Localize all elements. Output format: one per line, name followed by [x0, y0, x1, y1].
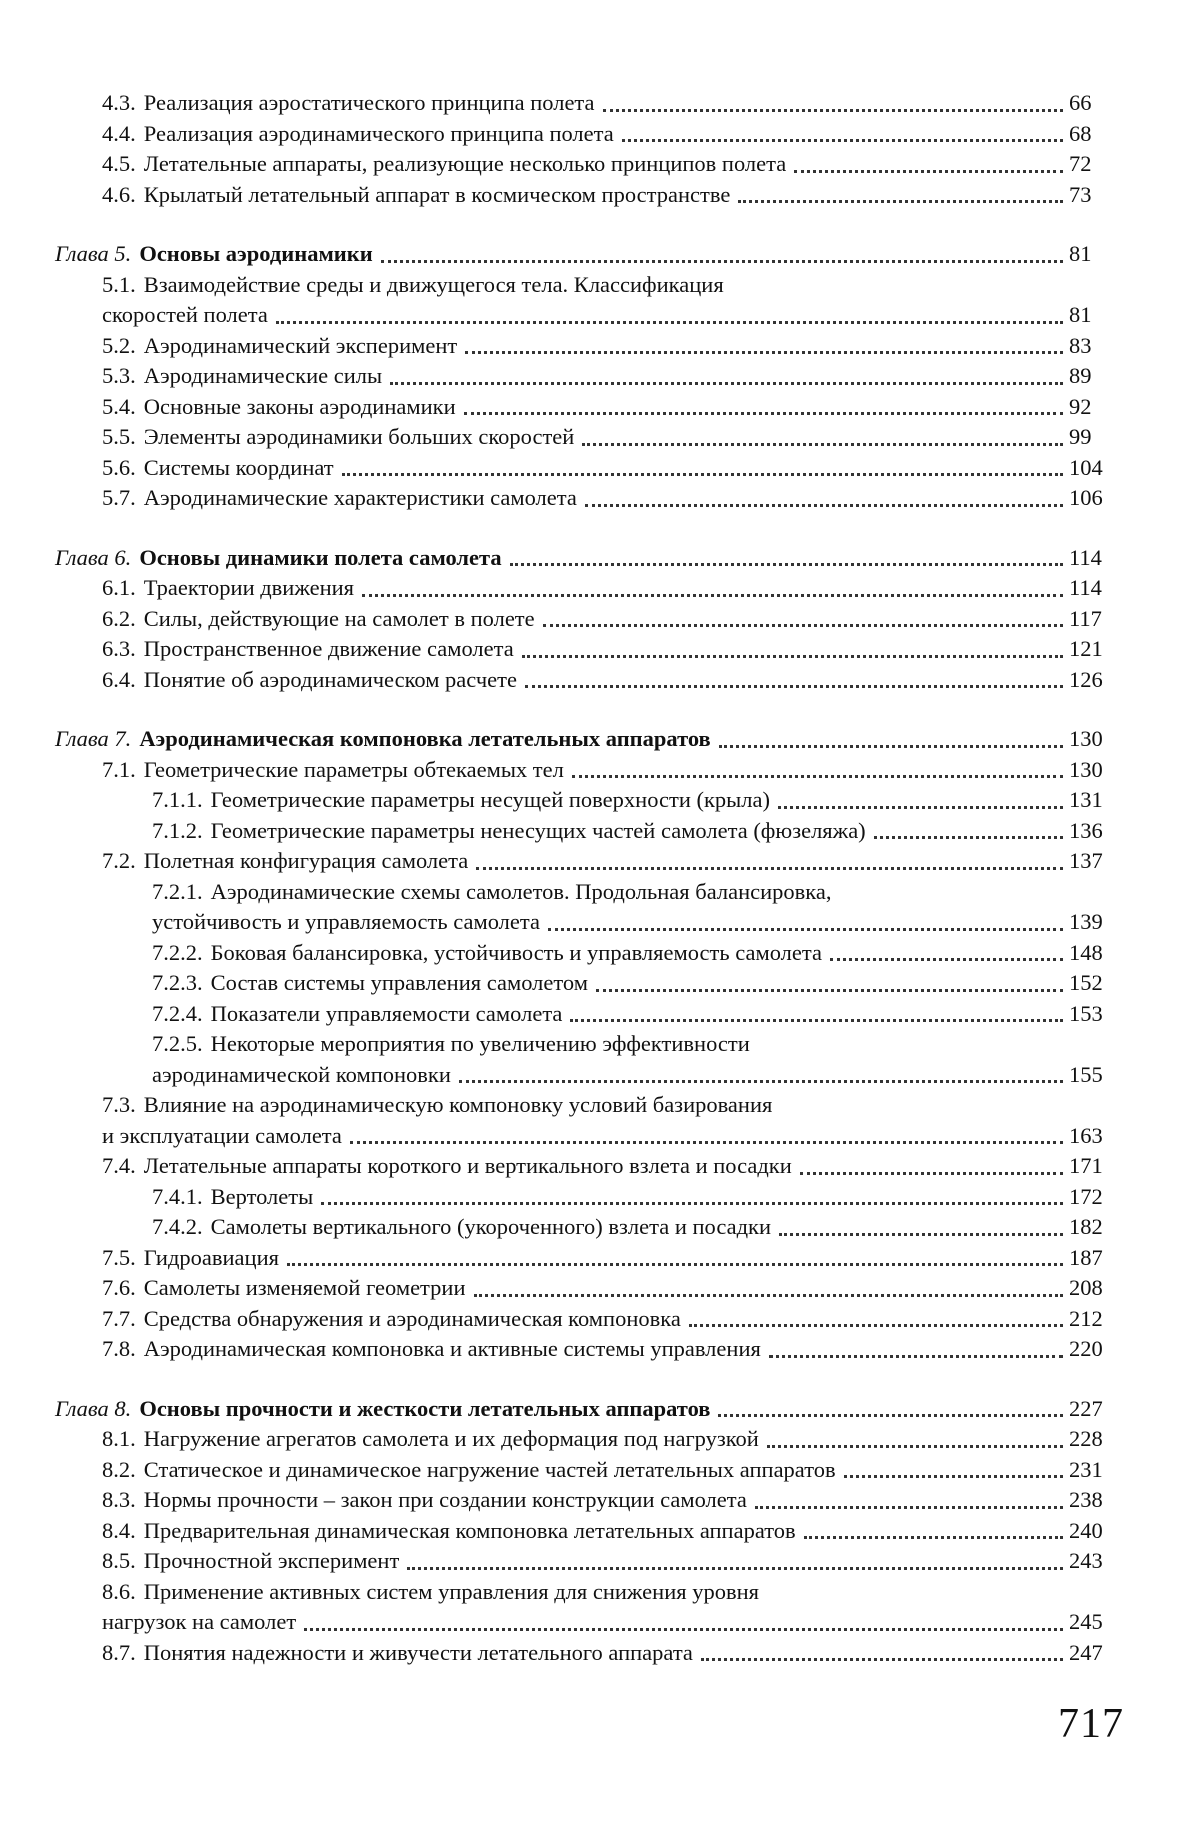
toc-entry-row	[55, 119, 1115, 150]
section-number: 8.1.	[102, 1426, 136, 1451]
section-number: 8.5.	[102, 1548, 136, 1573]
toc-entry-row	[55, 1334, 1115, 1365]
page-ref: 130	[1069, 756, 1103, 782]
toc-entry-continuation	[55, 1060, 1115, 1091]
toc-entry-title	[102, 422, 574, 453]
page-ref: 220	[1069, 1336, 1103, 1361]
section-number: 5.6.	[102, 454, 136, 480]
section-title: Нагружение агрегатов самолета и их деформация под нагрузкой	[143, 1426, 759, 1451]
section-number: 5.1.	[102, 271, 136, 297]
toc-entry-title	[102, 483, 577, 514]
page-ref: 245	[1069, 1609, 1103, 1634]
toc-entry-row	[55, 999, 1115, 1030]
dot-leader	[779, 1233, 1063, 1236]
page-ref: 247	[1069, 1639, 1103, 1665]
toc-entry-title	[102, 453, 334, 484]
section-title: Боковая балансировка, устойчивость и управляемость самолета	[210, 939, 822, 965]
dot-leader	[622, 139, 1063, 142]
section-title: Некоторые мероприятия по увеличению эффективности	[210, 1031, 750, 1056]
dot-leader	[755, 1506, 1063, 1509]
chapter-title: Основы аэродинамики	[139, 241, 373, 266]
page-ref: 66	[1069, 90, 1092, 115]
section-title-continuation: аэродинамической компоновки	[152, 1061, 451, 1087]
section-title: Прочностной эксперимент	[143, 1548, 400, 1573]
page-ref: 126	[1069, 666, 1103, 692]
toc-entry-title	[102, 1516, 796, 1547]
toc-entry-row	[55, 1546, 1115, 1577]
toc-entry-row	[55, 1516, 1115, 1547]
dot-leader	[769, 1355, 1063, 1358]
section-number: 7.1.1.	[152, 787, 203, 812]
page-ref: 163	[1069, 1122, 1103, 1148]
page-ref: 131	[1069, 787, 1103, 812]
page-number: 717	[1058, 1701, 1124, 1747]
dot-leader	[719, 745, 1063, 748]
toc-entry-title	[55, 724, 711, 755]
section-number: 6.4.	[102, 666, 136, 692]
section-title: Состав системы управления самолетом	[210, 970, 588, 995]
dot-leader	[342, 473, 1063, 476]
dot-leader	[464, 412, 1063, 415]
dot-leader	[874, 836, 1063, 839]
section-title: Статическое и динамическое нагружение частей летательных аппаратов	[143, 1456, 836, 1482]
page-ref: 92	[1069, 393, 1092, 419]
section-title: Самолеты изменяемой геометрии	[143, 1275, 466, 1300]
section-title: Вертолеты	[210, 1183, 314, 1209]
toc-entry-row	[55, 361, 1115, 392]
toc-entry-row	[55, 1577, 1115, 1608]
toc-entry-row	[55, 422, 1115, 453]
toc-entry-continuation	[55, 300, 1115, 331]
section-number: 7.2.3.	[152, 970, 203, 995]
dot-leader	[778, 806, 1063, 809]
dot-leader	[844, 1475, 1063, 1478]
section-title: Крылатый летательный аппарат в космическом пространстве	[143, 181, 731, 207]
section-title-continuation: и эксплуатации самолета	[102, 1122, 342, 1148]
dot-leader	[390, 382, 1063, 385]
toc-entry-title	[102, 119, 614, 150]
toc-entry-row	[55, 392, 1115, 423]
page-ref: 83	[1069, 332, 1092, 358]
page-ref: 99	[1069, 424, 1092, 449]
toc-entry-row	[55, 1151, 1115, 1182]
page-ref: 81	[1069, 241, 1092, 266]
toc-entry-title	[102, 1424, 759, 1455]
toc-entry-title	[152, 785, 770, 816]
dot-leader	[362, 594, 1063, 597]
toc-entry-row	[55, 877, 1115, 908]
page-ref: 130	[1069, 726, 1103, 751]
toc-entry-title	[102, 180, 730, 211]
toc-entry-row	[55, 1424, 1115, 1455]
page-ref: 231	[1069, 1456, 1103, 1482]
toc-entry-title	[102, 331, 457, 362]
toc-entry-title	[102, 392, 456, 423]
toc-entry-title	[152, 1029, 750, 1060]
dot-leader	[596, 989, 1063, 992]
section-title: Пространственное движение самолета	[143, 636, 514, 661]
page-ref: 68	[1069, 120, 1092, 146]
toc-entry-title	[102, 573, 354, 604]
section-title: Аэродинамические характеристики самолета	[143, 485, 577, 510]
toc-entry-row	[55, 785, 1115, 816]
dot-leader	[582, 443, 1063, 446]
dot-leader	[767, 1445, 1063, 1448]
section-title: Аэродинамическая компоновка и активные системы управления	[143, 1336, 761, 1361]
section-number: 6.3.	[102, 636, 136, 661]
toc-entry-row	[55, 573, 1115, 604]
dot-leader	[718, 1414, 1063, 1417]
toc-entry-row	[55, 755, 1115, 786]
toc-entry-title	[102, 634, 514, 665]
page-ref: 73	[1069, 181, 1092, 207]
section-title: Траектории движения	[143, 575, 355, 600]
section-number: 7.4.	[102, 1153, 136, 1178]
section-title-continuation: устойчивость и управляемость самолета	[152, 909, 540, 934]
toc-entry-row	[55, 1090, 1115, 1121]
toc-entry-row	[55, 1455, 1115, 1486]
dot-leader	[800, 1172, 1063, 1175]
dot-leader	[570, 1019, 1063, 1022]
section-title: Предварительная динамическая компоновка летательных аппаратов	[143, 1517, 796, 1543]
section-title: Системы координат	[143, 454, 334, 480]
dot-leader	[701, 1658, 1063, 1661]
section-title: Реализация аэродинамического принципа полета	[143, 120, 614, 146]
toc-entry-title	[55, 543, 502, 574]
chapter-label: Глава 8.	[55, 1395, 132, 1421]
section-number: 4.6.	[102, 181, 136, 207]
toc-entry-title	[55, 239, 373, 270]
dot-leader	[276, 321, 1063, 324]
section-title: Понятия надежности и живучести летательного аппарата	[143, 1639, 693, 1665]
section-title: Влияние на аэродинамическую компоновку условий базирования	[143, 1092, 773, 1117]
toc-entry-row	[55, 665, 1115, 696]
section-number: 7.4.2.	[152, 1214, 203, 1239]
toc-entry-row	[55, 270, 1115, 301]
page-ref: 212	[1069, 1305, 1103, 1331]
dot-leader	[603, 109, 1063, 112]
section-number: 5.5.	[102, 424, 136, 449]
section-number: 7.2.5.	[152, 1031, 203, 1056]
section-title: Элементы аэродинамики больших скоростей	[143, 424, 575, 449]
section-number: 7.2.	[102, 848, 136, 873]
chapter-label: Глава 5.	[55, 241, 132, 266]
dot-leader	[794, 170, 1063, 173]
toc-entry-row	[55, 453, 1115, 484]
dot-leader	[543, 624, 1063, 627]
dot-leader	[474, 1294, 1064, 1297]
page-ref: 153	[1069, 1000, 1103, 1026]
page-ref: 117	[1069, 605, 1102, 631]
dot-leader	[804, 1536, 1063, 1539]
page-ref: 228	[1069, 1426, 1103, 1451]
toc-entry-title	[152, 1182, 313, 1213]
dot-leader	[381, 260, 1063, 263]
section-title: Средства обнаружения и аэродинамическая компоновка	[143, 1305, 681, 1331]
page-ref: 72	[1069, 151, 1092, 176]
toc-entry-row	[55, 968, 1115, 999]
toc-entry-title	[102, 1273, 466, 1304]
dot-leader	[287, 1263, 1063, 1266]
section-number: 7.7.	[102, 1305, 136, 1331]
toc-entry-title	[102, 1485, 747, 1516]
toc-entry-title	[102, 1455, 836, 1486]
section-title-continuation: скоростей полета	[102, 302, 268, 327]
section-title: Понятие об аэродинамическом расчете	[143, 666, 517, 692]
toc-chapter-row	[55, 724, 1115, 755]
section-number: 7.1.	[102, 756, 136, 782]
section-number: 6.2.	[102, 605, 136, 631]
section-title: Гидроавиация	[143, 1244, 279, 1270]
toc-entry-row	[55, 1304, 1115, 1335]
toc-chapter-row	[55, 1394, 1115, 1425]
chapter-label: Глава 7.	[55, 726, 132, 751]
dot-leader	[522, 655, 1063, 658]
toc-entry-title	[102, 1243, 279, 1274]
section-number: 8.4.	[102, 1517, 136, 1543]
toc-entry-title	[102, 1638, 693, 1669]
page-ref: 238	[1069, 1487, 1103, 1512]
toc-entry-row	[55, 180, 1115, 211]
dot-leader	[304, 1628, 1063, 1631]
page-ref: 172	[1069, 1183, 1103, 1209]
toc-entry-title	[102, 755, 564, 786]
section-number: 7.6.	[102, 1275, 136, 1300]
toc-entry-row	[55, 1485, 1115, 1516]
section-number: 8.6.	[102, 1578, 136, 1604]
toc-entry-row	[55, 634, 1115, 665]
section-title-continuation: нагрузок на самолет	[102, 1609, 297, 1634]
toc-entry-title	[102, 1151, 792, 1182]
section-title: Геометрические параметры несущей поверхности (крыла)	[210, 787, 770, 812]
section-number: 8.2.	[102, 1456, 136, 1482]
section-number: 7.1.2.	[152, 817, 203, 843]
toc-entry-title	[152, 877, 832, 908]
section-title: Аэродинамические силы	[143, 363, 383, 388]
page-ref: 171	[1069, 1153, 1103, 1178]
toc-entry-row	[55, 483, 1115, 514]
toc-entry-title	[102, 361, 382, 392]
page-ref: 114	[1069, 575, 1102, 600]
dot-leader	[350, 1141, 1063, 1144]
toc-chapter-row	[55, 239, 1115, 270]
toc-entry-title	[102, 1090, 772, 1121]
toc-entry-title	[102, 846, 468, 877]
page-ref: 136	[1069, 817, 1103, 843]
page-ref: 155	[1069, 1061, 1103, 1087]
dot-leader	[738, 200, 1063, 203]
section-number: 7.5.	[102, 1244, 136, 1270]
chapter-label: Глава 6.	[55, 544, 132, 570]
section-title: Аэродинамические схемы самолетов. Продольная балансировка,	[210, 878, 832, 904]
page-ref: 81	[1069, 302, 1092, 327]
section-title: Аэродинамический эксперимент	[143, 332, 458, 358]
toc-entry-title	[55, 1394, 710, 1425]
page-ref: 89	[1069, 363, 1092, 388]
section-title: Летательные аппараты короткого и вертикального взлета и посадки	[143, 1153, 792, 1178]
dot-leader	[321, 1202, 1063, 1205]
toc-entry-row	[55, 149, 1115, 180]
section-title: Геометрические параметры ненесущих частей самолета (фюзеляжа)	[210, 817, 866, 843]
dot-leader	[465, 351, 1063, 354]
section-number: 5.7.	[102, 485, 136, 510]
table-of-contents	[55, 88, 1115, 1668]
section-title: Показатели управляемости самолета	[210, 1000, 563, 1026]
section-number: 5.3.	[102, 363, 136, 388]
toc-entry-row	[55, 1243, 1115, 1274]
toc-entry-title	[152, 816, 866, 847]
toc-entry-title	[152, 999, 562, 1030]
page-ref: 187	[1069, 1244, 1103, 1270]
toc-entry-continuation	[55, 1121, 1115, 1152]
toc-entry-title	[102, 149, 786, 180]
dot-leader	[689, 1324, 1063, 1327]
page-ref: 148	[1069, 939, 1103, 965]
toc-entry-row	[55, 1273, 1115, 1304]
toc-entry-row	[55, 1212, 1115, 1243]
dot-leader	[407, 1567, 1063, 1570]
toc-entry-title	[102, 1304, 681, 1335]
dot-leader	[476, 867, 1063, 870]
toc-entry-row	[55, 604, 1115, 635]
section-title: Силы, действующие на самолет в полете	[143, 605, 535, 631]
section-number: 7.8.	[102, 1336, 136, 1361]
page-ref: 152	[1069, 970, 1103, 995]
section-title: Применение активных систем управления для снижения уровня	[143, 1578, 759, 1604]
dot-leader	[548, 928, 1063, 931]
section-number: 8.7.	[102, 1639, 136, 1665]
toc-entry-title	[102, 88, 595, 119]
page-ref: 137	[1069, 848, 1103, 873]
toc-entry-row	[55, 1029, 1115, 1060]
toc-entry-title	[102, 604, 535, 635]
section-title: Геометрические параметры обтекаемых тел	[143, 756, 564, 782]
dot-leader	[525, 685, 1063, 688]
toc-entry-row	[55, 938, 1115, 969]
page-ref: 139	[1069, 909, 1103, 934]
toc-entry-title	[102, 665, 517, 696]
toc-entry-title	[102, 1577, 759, 1608]
section-number: 5.4.	[102, 393, 136, 419]
toc-entry-title	[102, 270, 724, 301]
section-title: Взаимодействие среды и движущегося тела. Классификация	[143, 271, 724, 297]
toc-entry-title	[152, 968, 588, 999]
toc-entry-title	[102, 1334, 761, 1365]
toc-entry-title	[152, 1212, 771, 1243]
section-number: 4.5.	[102, 151, 136, 176]
page-ref: 208	[1069, 1275, 1103, 1300]
section-number: 4.3.	[102, 90, 136, 115]
toc-entry-row	[55, 1638, 1115, 1669]
toc-entry-title	[102, 1546, 399, 1577]
section-title: Реализация аэростатического принципа полета	[143, 90, 595, 115]
page-ref: 104	[1069, 454, 1103, 480]
section-title: Нормы прочности – закон при создании конструкции самолета	[143, 1487, 747, 1512]
section-number: 5.2.	[102, 332, 136, 358]
section-title: Летательные аппараты, реализующие несколько принципов полета	[143, 151, 787, 176]
dot-leader	[830, 958, 1063, 961]
page-ref: 240	[1069, 1517, 1103, 1543]
section-number: 7.2.4.	[152, 1000, 203, 1026]
toc-entry-row	[55, 816, 1115, 847]
section-number: 4.4.	[102, 120, 136, 146]
toc-entry-continuation	[55, 907, 1115, 938]
section-title: Самолеты вертикального (укороченного) взлета и посадки	[210, 1214, 772, 1239]
toc-entry-row	[55, 1182, 1115, 1213]
page-ref: 182	[1069, 1214, 1103, 1239]
section-number: 8.3.	[102, 1487, 136, 1512]
dot-leader	[459, 1080, 1063, 1083]
section-title: Полетная конфигурация самолета	[143, 848, 469, 873]
section-number: 7.4.1.	[152, 1183, 203, 1209]
section-title: Основные законы аэродинамики	[143, 393, 456, 419]
section-number: 6.1.	[102, 575, 136, 600]
toc-chapter-row	[55, 543, 1115, 574]
page-ref: 243	[1069, 1548, 1103, 1573]
toc-entry-row	[55, 846, 1115, 877]
toc-entry-title	[152, 938, 822, 969]
chapter-title: Основы динамики полета самолета	[139, 544, 502, 570]
section-number: 7.2.1.	[152, 878, 203, 904]
page-ref: 227	[1069, 1395, 1103, 1421]
chapter-title: Аэродинамическая компоновка летательных аппаратов	[139, 726, 711, 751]
page-ref: 114	[1069, 544, 1102, 570]
toc-entry-continuation	[55, 1607, 1115, 1638]
dot-leader	[572, 775, 1063, 778]
page-ref: 121	[1069, 636, 1103, 661]
dot-leader	[585, 504, 1063, 507]
page-ref: 106	[1069, 485, 1103, 510]
dot-leader	[510, 563, 1063, 566]
toc-entry-row	[55, 331, 1115, 362]
chapter-title: Основы прочности и жесткости летательных аппаратов	[139, 1395, 711, 1421]
toc-entry-row	[55, 88, 1115, 119]
section-number: 7.3.	[102, 1092, 136, 1117]
section-number: 7.2.2.	[152, 939, 203, 965]
